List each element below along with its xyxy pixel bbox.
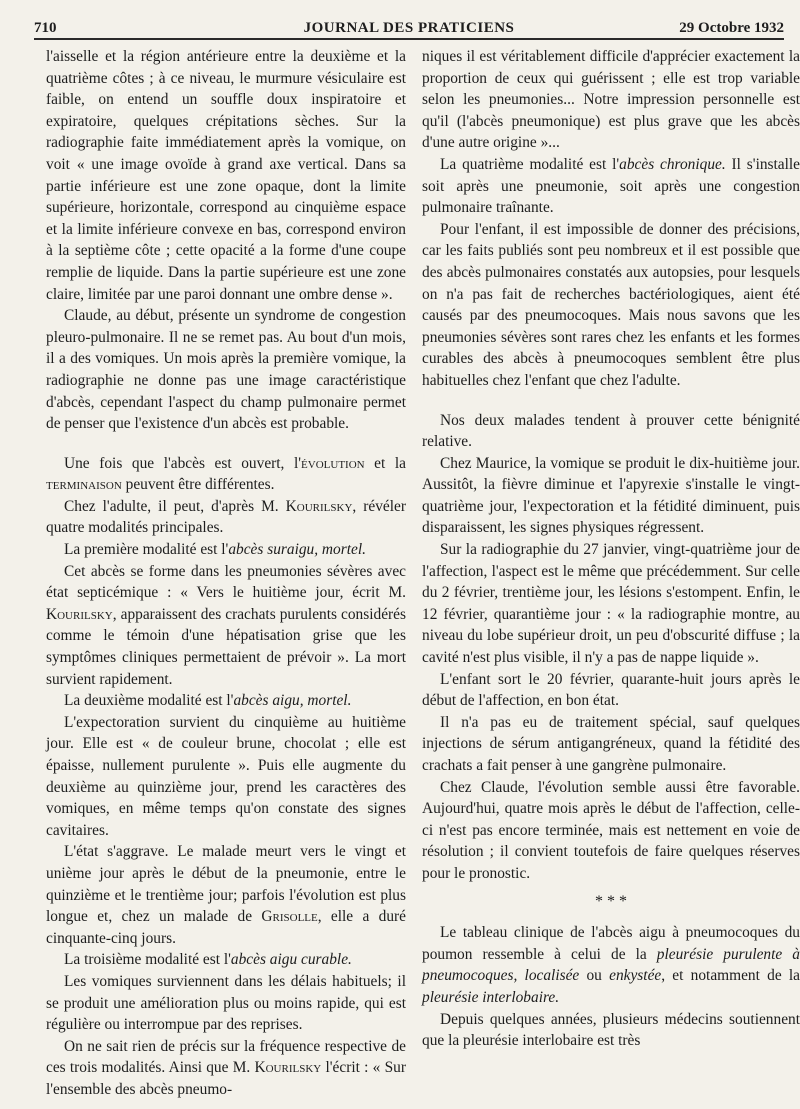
right-column (422, 46, 800, 1109)
text-run: La première modalité est l' (64, 541, 229, 559)
text-run: l'écrit : « Sur l'ensemble des abcès pneumo- (46, 1059, 406, 1098)
paragraph: Sur la radiographie du 27 janvier, vingt-quatrième jour de l'affection, l'aspect est le même que précédemment. Sur celle du 2 février, trentième jour, les lésions s'estompent. Enfin, le 12 février, quarantième jour : « la radiographie montre, au niveau du lobe supérieur droit, un peu d'obscurité diffuse ; la cavité n'est plus visible, il n'y a pas de nappe liquide ». (422, 541, 800, 667)
paragraph (422, 922, 800, 1008)
emphasis: abcès suraigu, mortel. (228, 541, 366, 559)
paragraph: L'expectoration survient du cinquième au huitième jour. Elle est « de couleur brune, chocolat ; elle est épaisse, nullement purulente ». Puis elle augmente du deuxième au quinzième jour, prend les caractères des vomiques, en même temps qu'on constate des signes cavitaires. (46, 713, 406, 839)
text-run: Il s'installe soit après une pneumonie, soit après une congestion pulmonaire traînante. (422, 155, 800, 217)
journal-title: JOURNAL DES PRATICIENS (303, 20, 515, 36)
paragraph: Les vomiques surviennent dans les délais habituels; il se produit une amélioration plus ou moins rapide, qui est régulière ou interrompue par des reprises. (46, 972, 406, 1034)
paragraph: Chez Maurice, la vomique se produit le dix-huitième jour. Aussitôt, la fièvre diminue et l'apyrexie s'installe le vingt-quatrième jour, l'expectoration et la fétidité diminuent, puis disparaissent, les signes physiques régressent. (422, 454, 800, 537)
text-run: Une fois que l'abcès est ouvert, l' (64, 454, 302, 472)
paragraph (46, 561, 406, 691)
author-name: Kourilsky (46, 605, 113, 623)
emphasis: abcès aigu, mortel. (233, 692, 352, 710)
paragraph (46, 949, 406, 971)
text-run: La deuxième modalité est l' (64, 692, 234, 710)
emphasis: pleurésie purulente à pneumocoques, localisée (422, 945, 800, 985)
paragraph: niques il est véritablement difficile d'apprécier exactement la proportion de ceux qui guérissent ; elle est trop variable selon les pneumonies... Notre impression personnelle est qu'il (l'abcès pneumonique) est plus grave que les abcès d'une autre origine »... (422, 48, 800, 152)
paragraph (46, 690, 406, 712)
text-run: Cet abcès se forme dans les pneumonies sévères avec état septicémique : « Vers le huitième jour, écrit M. (46, 562, 406, 602)
paragraph (46, 841, 406, 949)
paragraph: Chez Claude, l'évolution semble aussi être favorable. Aujourd'hui, quatre mois après le début de l'affection, celle-ci n'est pas encore terminée, mais est nettement en voie de résolution ; il convient toutefois de faire quelques réserves pour le pronostic. (422, 778, 800, 882)
small-caps-term: évolution (301, 454, 365, 472)
paragraph (46, 496, 406, 539)
text-run: et la (364, 454, 406, 472)
emphasis: pleurésie interlobaire. (422, 988, 560, 1006)
paragraph: l'aisselle et la région antérieure entre la deuxième et la quatrième côtes ; à ce niveau, le murmure vésiculaire est faible, on entend un souffle doux inspiratoire et expiratoire, quelques crépitations sèches. Sur la radiographie faite immédiatement après la vomique, on voit « une image ovoïde à grand axe vertical. Dans sa partie inférieure est une zone opaque, dont la limite supérieure, horizontale, correspond au cinquième espace et la limite inférieure convexe en bas, correspond environ à la septième côte ; cette opacité a la forme d'une coupe remplie de liquide. Dans la partie supérieure est une zone claire, limitée par une paroi donnant une ombre dense ». (46, 48, 406, 303)
paragraph: Il n'a pas eu de traitement spécial, sauf quelques injections de sérum antigangréneux, quand la fétidité des crachats a fait penser à une gangrène pulmonaire. (422, 713, 800, 774)
text-run: Chez l'adulte, il peut, d'après M. (64, 497, 286, 515)
paragraph (422, 154, 800, 219)
text-run: Le tableau clinique de l'abcès aigu à pneumocoques du poumon ressemble à celui de la (422, 924, 800, 963)
page-number: 710 (34, 20, 57, 36)
text-run: , apparaissent des crachats purulents considérés comme le témoin d'une hépatisation grise que les symptômes cliniques permettaient de prévoir ». La mort survient rapidement. (46, 605, 406, 688)
text-run: peuvent être différentes. (121, 476, 275, 494)
paragraph: Depuis quelques années, plusieurs médecins soutiennent que la pleurésie interlobaire est très (422, 1010, 800, 1050)
issue-date: 29 Octobre 1932 (679, 20, 784, 36)
text-run: ou (579, 967, 610, 985)
paragraph: Claude, au début, présente un syndrome de congestion pleuro-pulmonaire. Il ne se remet pas. Au bout d'un mois, il a des vomiques. Un mois après la première vomique, la radiographie ne donne pas une image caractéristique d'abcès, cependant l'aspect du champ pulmonaire permet de penser que l'existence d'un abcès est probable. (46, 307, 406, 433)
small-caps-term: terminaison (46, 476, 122, 494)
text-run: L'état s'aggrave. Le malade meurt vers le vingt et unième jour après le début de la pneumonie, entre le quinzième et le trentième jour; parfois l'évolution est plus longue et, chez un malade de (46, 843, 406, 926)
text-run: , elle a duré cinquante-cinq jours. (46, 908, 406, 947)
emphasis: enkystée (609, 967, 662, 985)
text-run: On ne sait rien de précis sur la fréquence respective de ces trois modalités. Ainsi que M. (46, 1037, 406, 1077)
emphasis: abcès chronique. (619, 155, 726, 173)
paragraph (46, 453, 406, 496)
paragraph (46, 539, 406, 561)
paragraph: L'enfant sort le 20 février, quarante-huit jours après le début de l'affection, en bon état. (422, 670, 800, 710)
text-run: La troisième modalité est l' (64, 951, 231, 969)
header-rule (34, 38, 784, 40)
text-run: , révéler quatre modalités principales. (46, 497, 406, 537)
emphasis: abcès aigu curable. (230, 951, 352, 969)
paragraph (46, 1036, 406, 1101)
left-column (46, 46, 406, 1109)
author-name: Kourilsky (254, 1059, 322, 1077)
text-run: La quatrième modalité est l' (440, 155, 620, 173)
author-name: Kourilsky (285, 497, 353, 515)
section-separator: * * * (595, 892, 627, 910)
paragraph: Nos deux malades tendent à prouver cette bénignité relative. (422, 411, 800, 451)
author-name: Grisolle (261, 908, 318, 926)
text-run: , et notamment de la (661, 967, 800, 985)
paragraph: Pour l'enfant, il est impossible de donner des précisions, car les faits publiés sont peu nombreux et il est possible que des abcès pulmonaires constatés aux autopsies, pour lesquels on n'a pas fait de recherches bactériologiques, aient été causés par des pneumocoques. Mais nous savons que les pneumonies sévères sont rares chez les enfants et les formes curables des abcès à pneumocoques semblent être plus habituelles chez l'enfant que chez l'adulte. (422, 220, 800, 389)
